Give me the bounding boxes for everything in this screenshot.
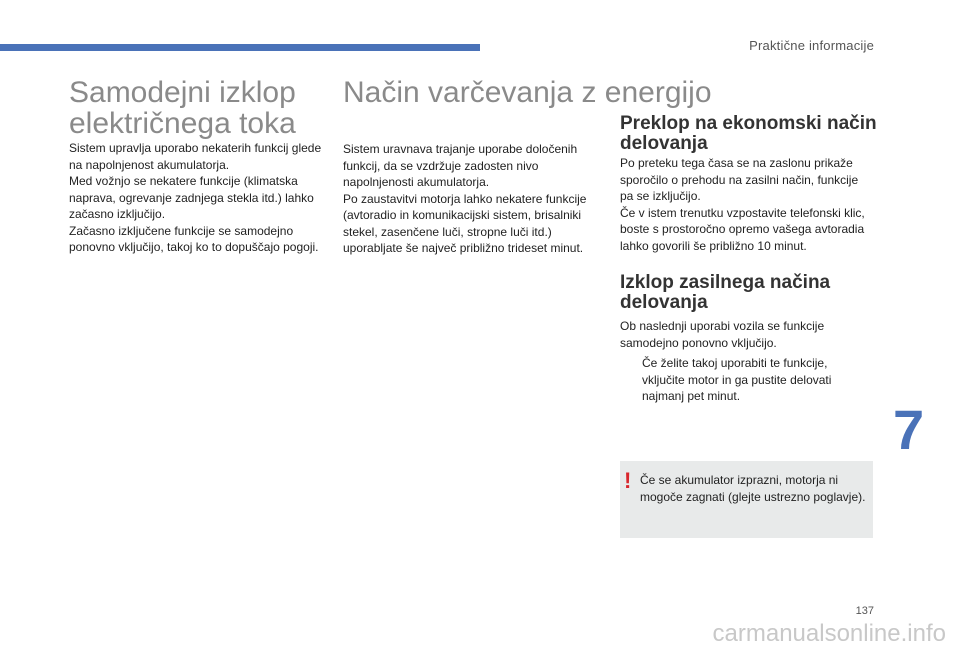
heading-line: delovanja bbox=[620, 292, 708, 313]
header-title: Praktične informacije bbox=[749, 38, 874, 53]
paragraph: Sistem upravlja uporabo nekaterih funkcij glede na napolnjenost akumulatorja. bbox=[69, 141, 322, 172]
economy-mode-switch-heading bbox=[620, 114, 880, 154]
bullet-text: Če želite takoj uporabiti te funkcije, vključite motor in ga pustite delovati najmanj pet minut. bbox=[642, 356, 832, 403]
exit-economy-mode-body bbox=[620, 318, 880, 351]
energy-economy-body bbox=[343, 141, 598, 257]
heading-line: delovanja bbox=[620, 133, 708, 154]
warning-box bbox=[620, 461, 873, 538]
title-line: električnega toka bbox=[69, 107, 296, 140]
heading-line: Preklop na ekonomski način bbox=[620, 113, 877, 134]
header-accent-bar bbox=[0, 44, 480, 51]
bullet-item bbox=[620, 355, 880, 405]
paragraph: Sistem uravnava trajanje uporabe določenih funkcij, da se vzdržuje zadosten nivo napolnjenosti akumulatorja. bbox=[343, 142, 578, 189]
warning-text: Če se akumulator izprazni, motorja ni mogoče zagnati (glejte ustrezno poglavje). bbox=[640, 473, 866, 504]
auto-power-off-title bbox=[69, 77, 339, 139]
economy-mode-switch-body bbox=[620, 155, 880, 254]
chapter-number: 7 bbox=[893, 398, 925, 461]
auto-power-off-body bbox=[69, 140, 329, 256]
warning-exclamation-icon: ! bbox=[624, 468, 632, 493]
watermark: carmanualsonline.info bbox=[712, 620, 946, 647]
paragraph: Ob naslednji uporabi vozila se funkcije samodejno ponovno vključijo. bbox=[620, 319, 825, 350]
paragraph: Po preteku tega časa se na zaslonu prikaže sporočilo o prehodu na zasilni način, funkcije pa se izključijo. bbox=[620, 156, 859, 203]
paragraph: Če v istem trenutku vzpostavite telefonski klic, boste s prostoročno opremo vašega avtoradia lahko govorili še približno 10 minut. bbox=[620, 205, 865, 253]
paragraph: Začasno izključene funkcije se samodejno ponovno vključijo, takoj ko to dopuščajo pogoji. bbox=[69, 223, 319, 254]
page-number: 137 bbox=[855, 605, 874, 617]
energy-economy-title: Način varčevanja z energijo bbox=[343, 76, 712, 109]
paragraph: Po zaustavitvi motorja lahko nekatere funkcije (avtoradio in komunikacijski sistem, brisalniki stekel, zasenčene luči, stropne luči itd.) uporabljate še največ približno trideset minut. bbox=[343, 191, 587, 255]
heading-line: Izklop zasilnega načina bbox=[620, 272, 831, 293]
title-line: Samodejni izklop bbox=[69, 76, 296, 109]
exit-economy-mode-heading bbox=[620, 273, 880, 313]
paragraph: Med vožnjo se nekatere funkcije (klimatska naprava, ogrevanje zadnjega stekla itd.) lahko začasno izključijo. bbox=[69, 174, 314, 221]
